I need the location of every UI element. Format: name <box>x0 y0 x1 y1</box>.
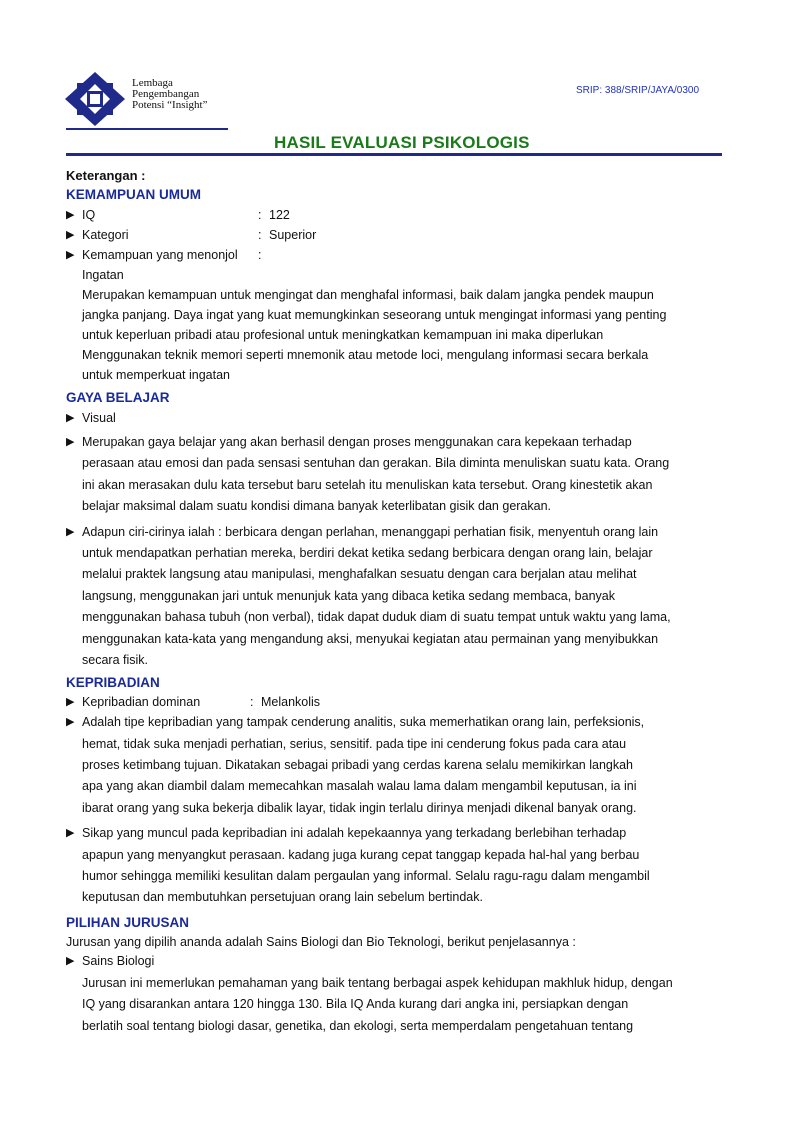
text-line: untuk mendapatkan perhatian mereka, berdiri dekat ketika sedang berbicara dengan orang lain, belajar <box>82 545 653 560</box>
text-line: keputusan dan membutuhkan persetujuan orang lain sebelum bertindak. <box>82 890 483 905</box>
triangle-right-icon: ▶ <box>66 954 75 967</box>
text-line: humor sehingga memiliki kesulitan dalam pergaulan yang informal. Selalu ragu-ragu dalam mengambil <box>82 869 650 884</box>
kepribadian-paragraph-1 <box>66 712 722 819</box>
text-line: apa yang akan diambil dalam memecahkan masalah walau lama dalam mengambil keputusan, ia ini <box>82 779 637 794</box>
text-line: langsung, menggunakan jari untuk menunjuk kata yang dibaca ketika sedang membaca, banyak <box>82 588 615 603</box>
kemampuan-description <box>82 265 722 385</box>
text-line: Menggunakan teknik memori seperti mnemonik atau metode loci, mengulang informasi secara berkala <box>82 348 649 362</box>
text-line: secara fisik. <box>82 652 148 667</box>
jurusan-item-1: Sains Biologi <box>82 953 155 968</box>
triangle-right-icon: ▶ <box>66 716 75 729</box>
iq-row <box>66 205 722 225</box>
menonjol-value: Ingatan <box>82 268 124 282</box>
logo-underline <box>66 128 228 130</box>
dominan-label: Kepribadian dominan <box>82 695 201 710</box>
text-line: Merupakan gaya belajar yang akan berhasil dengan proses menggunakan cara kepekaan terhadap <box>82 435 632 449</box>
menonjol-row <box>66 245 722 265</box>
colon: : <box>258 248 262 262</box>
text-line: menggunakan kata-kata yang mengandung aksi, menyukai kegiatan atau permainan yang menyibukkan <box>82 631 659 646</box>
org-line-2: Pengembangan <box>132 88 200 100</box>
text-line: apapun yang menyangkut perasaan. kadang juga kurang cepat tanggap kepada hal-hal yang berbau <box>82 847 640 862</box>
gaya-paragraph-2 <box>66 522 722 672</box>
section-heading-kepribadian: KEPRIBADIAN <box>66 675 160 691</box>
keterangan-label: Keterangan : <box>66 168 146 183</box>
document-body <box>66 165 722 1037</box>
gaya-type-row <box>66 408 722 428</box>
text-line: ibarat orang yang suka bekerja dibalik layar, tidak ingin terlalu dirinya menjadi dikenal banyak orang. <box>82 800 637 815</box>
text-line: perasaan atau emosi dan pada sensasi sentuhan dan gerakan. Bila diminta menuliskan suatu kata. Orang <box>82 456 670 471</box>
section-heading-kemampuan: KEMAMPUAN UMUM <box>66 187 201 202</box>
triangle-right-icon: ▶ <box>66 412 75 424</box>
colon: : <box>258 228 262 242</box>
jurusan-item-row <box>66 951 722 973</box>
jurusan-intro: Jurusan yang dipilih ananda adalah Sains Biologi dan Bio Teknologi, berikut penjelasannya : <box>66 934 576 949</box>
text-line: Adapun ciri-cirinya ialah : berbicara dengan perlahan, menanggapi perhatian fisik, menyentuh orang lain <box>82 524 659 539</box>
colon: : <box>250 695 254 710</box>
triangle-right-icon: ▶ <box>66 209 75 221</box>
text-line: belajar maksimal dalam suatu kondisi dimana banyak keterlibatan gisik dan gerakan. <box>82 499 552 514</box>
text-line: Jurusan ini memerlukan pemahaman yang baik tentang berbagai aspek kehidupan makhluk hidup, dengan <box>82 975 673 990</box>
kategori-label: Kategori <box>82 228 129 242</box>
kategori-row <box>66 225 722 245</box>
document-title: HASIL EVALUASI PSIKOLOGIS <box>274 133 530 152</box>
gaya-paragraph-1 <box>66 432 722 518</box>
iq-value: 122 <box>269 208 290 222</box>
text-line: untuk keperluan pribadi atau profesional untuk meningkatkan kemampuan ini maka diperlukan <box>82 328 604 342</box>
text-line: IQ yang disarankan antara 120 hingga 130. Bila IQ Anda kurang dari angka ini, persiapkan dengan <box>82 997 629 1012</box>
org-line-1: Lembaga <box>132 77 173 89</box>
text-line: berlatih soal tentang biologi dasar, genetika, dan ekologi, serta memperdalam pengetahuan tentang <box>82 1018 634 1033</box>
section-heading-jurusan: PILIHAN JURUSAN <box>66 914 190 930</box>
text-line: untuk memperkuat ingatan <box>82 368 231 382</box>
gaya-type: Visual <box>82 411 116 425</box>
colon: : <box>258 208 262 222</box>
kepribadian-paragraph-2 <box>66 823 722 909</box>
triangle-right-icon: ▶ <box>66 525 75 538</box>
kategori-value: Superior <box>269 228 317 242</box>
title-underline <box>66 153 722 156</box>
dominan-value: Melankolis <box>261 695 321 710</box>
text-line: proses ketimbang tujuan. Dikatakan sebagai pribadi yang cerdas karena selalu memikirkan langkah <box>82 758 634 773</box>
triangle-right-icon: ▶ <box>66 229 75 241</box>
organization-name <box>132 78 207 111</box>
text-line: jangka panjang. Daya ingat yang kuat memungkinkan seseorang untuk mengingat informasi yang penting <box>82 308 667 322</box>
text-line: menggunakan bahasa tubuh (non verbal), tidak dapat duduk diam di suatu tempat untuk waktu yang lama, <box>82 610 671 625</box>
reference-code: SRIP: 388/SRIP/JAYA/0300 <box>576 85 700 96</box>
org-line-3: Potensi “Insight” <box>132 99 208 111</box>
section-heading-gaya: GAYA BELAJAR <box>66 390 170 405</box>
dominan-row <box>66 693 722 711</box>
text-line: hemat, tidak suka menjadi perhatian, serius, sensitif. pada tipe ini cenderung fokus pada cara atau <box>82 736 627 751</box>
text-line: Sikap yang muncul pada kepribadian ini adalah kepekaannya yang terkadang berlebihan terhadap <box>82 826 627 841</box>
triangle-right-icon: ▶ <box>66 249 75 261</box>
triangle-right-icon: ▶ <box>66 436 75 448</box>
text-line: ini akan merasakan dulu kata tersebut baru setelah itu menuliskan kata tersebut. Orang kinestetik akan <box>82 477 653 492</box>
jurusan-description <box>66 973 722 1037</box>
text-line: Adalah tipe kepribadian yang tampak cenderung analitis, suka memerhatikan orang lain, perfeksionis, <box>82 715 645 730</box>
triangle-right-icon: ▶ <box>66 696 75 709</box>
iq-label: IQ <box>82 208 96 222</box>
text-line: Merupakan kemampuan untuk mengingat dan menghafal informasi, baik dalam jangka pendek maupun <box>82 288 654 302</box>
text-line: melalui praktek langsung atau manipulasi, menghafalkan sesuatu dengan cara berjalan atau melihat <box>82 567 637 582</box>
lembaga-logo-icon <box>63 70 127 128</box>
triangle-right-icon: ▶ <box>66 827 75 840</box>
menonjol-label: Kemampuan yang menonjol <box>82 248 238 262</box>
